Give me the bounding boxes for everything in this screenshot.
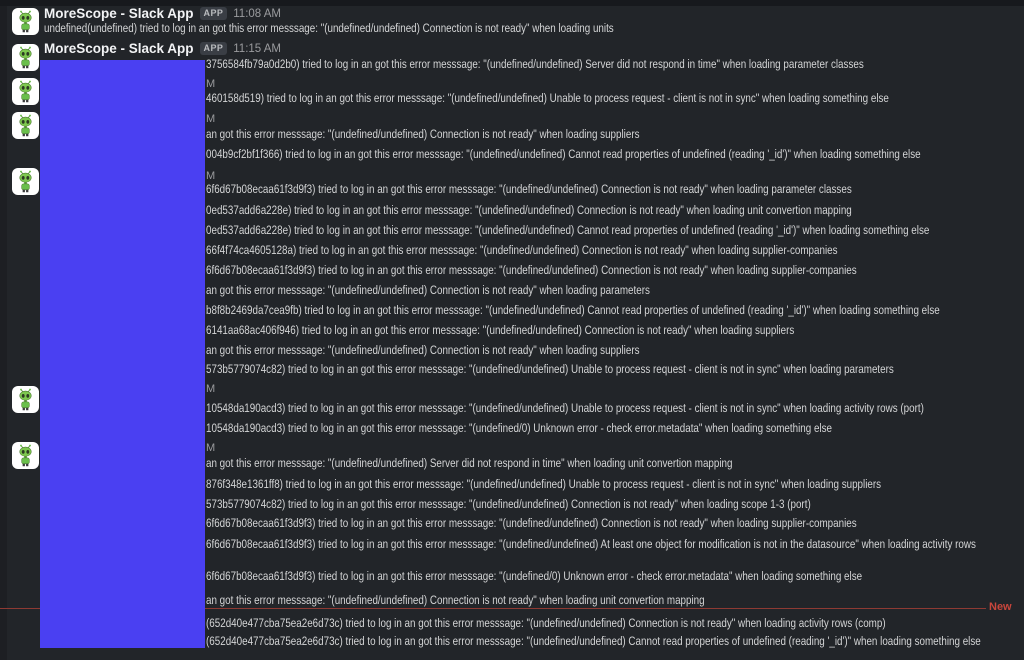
message-line: 876f348e1361ff8) tried to log in an got this error messsage: "(undefined/undefined) Unable to process request - client is not in sync" when loading suppliers: [206, 477, 882, 491]
bot-avatar[interactable]: [12, 112, 39, 139]
message-line: an got this error messsage: "(undefined/undefined) Server did not respond in time" when loading unit convertion mapping: [206, 456, 733, 470]
bot-avatar[interactable]: [12, 8, 39, 35]
timestamp-remnant: M: [206, 78, 216, 90]
message-line: an got this error messsage: "(undefined/undefined) Connection is not ready" when loading suppliers: [206, 127, 640, 141]
message-line: 573b5779074c82) tried to log in an got this error messsage: "(undefined/undefined) Unable to process request - client is not in sync" when loading parameters: [206, 362, 894, 376]
message-line: 6f6d67b08ecaa61f3d9f3) tried to log in an got this error messsage: "(undefined/0) Unknown error - check error.metadata" when loading something else: [206, 569, 863, 583]
message-line: 10548da190acd3) tried to log in an got this error messsage: "(undefined/undefined) Unable to process request - client is not in sync" when loading activity rows (port): [206, 401, 924, 415]
alien-robot-icon: [14, 114, 37, 137]
message-line: 573b5779074c82) tried to log in an got this error messsage: "(undefined/undefined) Connection is not ready" when loading scope 1-3 (port): [206, 497, 811, 511]
pane-left-gutter: [0, 6, 7, 660]
bot-avatar[interactable]: [12, 168, 39, 195]
message-line: 6141aa68ac406f946) tried to log in an got this error messsage: "(undefined/undefined) Connection is not ready" when loading suppliers: [206, 323, 795, 337]
alien-robot-icon: [14, 388, 37, 411]
message-line: 004b9cf2bf1f366) tried to log in an got this error messsage: "(undefined/undefined) Cannot read properties of undefined (reading '_id')" when loading something else: [206, 147, 921, 161]
alien-robot-icon: [14, 170, 37, 193]
timestamp-remnant: M: [206, 170, 216, 182]
message-line: (652d40e477cba75ea2e6d73c) tried to log in an got this error messsage: "(undefined/undefined) Cannot read properties of undefined (reading '_id')" when loading something else: [206, 634, 981, 648]
bot-avatar[interactable]: [12, 386, 39, 413]
alien-robot-icon: [14, 10, 37, 33]
message-line: 0ed537add6a228e) tried to log in an got this error messsage: "(undefined/undefined) Cannot read properties of undefined (reading '_id')" when loading something else: [206, 223, 930, 237]
message-line: 66f4f74ca4605128a) tried to log in an got this error messsage: "(undefined/undefined) Connection is not ready" when loading supplier-companies: [206, 243, 838, 257]
timestamp-remnant: M: [206, 113, 216, 125]
redaction-overlay: [40, 60, 205, 648]
message-line: 6f6d67b08ecaa61f3d9f3) tried to log in an got this error messsage: "(undefined/undefined) Connection is not ready" when loading supplier-companies: [206, 263, 857, 277]
message-line: 6f6d67b08ecaa61f3d9f3) tried to log in an got this error messsage: "(undefined/undefined) Connection is not ready" when loading parameter classes: [206, 182, 852, 196]
timestamp-remnant: M: [206, 383, 216, 395]
message-line: undefined(undefined) tried to log in an got this error messsage: "(undefined/undefined) Connection is not ready" when loading units: [44, 21, 614, 35]
bot-name[interactable]: MoreScope - Slack App: [44, 41, 194, 56]
bot-avatar[interactable]: [12, 78, 39, 105]
message-line: (652d40e477cba75ea2e6d73c) tried to log in an got this error messsage: "(undefined/undefined) Connection is not ready" when loading activity rows (comp): [206, 616, 886, 630]
message-line: 3756584fb79a0d2b0) tried to log in an got this error messsage: "(undefined/undefined) Server did not respond in time" when loading parameter classes: [206, 57, 864, 71]
message-line: an got this error messsage: "(undefined/undefined) Connection is not ready" when loading parameters: [206, 283, 650, 297]
message-line: 6f6d67b08ecaa61f3d9f3) tried to log in an got this error messsage: "(undefined/undefined) At least one object for modification is not in the datasource" when loading activity rows: [206, 537, 976, 551]
timestamp-remnant: M: [206, 442, 216, 454]
alien-robot-icon: [14, 444, 37, 467]
timestamp[interactable]: 11:08 AM: [233, 7, 282, 20]
app-badge: APP: [200, 7, 228, 20]
app-badge: APP: [200, 42, 228, 55]
message-line: 460158d519) tried to log in an got this error messsage: "(undefined/undefined) Unable to process request - client is not in sync" when loading something else: [206, 91, 889, 105]
new-label: New: [989, 601, 1012, 613]
message-line: an got this error messsage: "(undefined/undefined) Connection is not ready" when loading suppliers: [206, 343, 640, 357]
timestamp[interactable]: 11:15 AM: [233, 42, 282, 55]
message-line: an got this error messsage: "(undefined/undefined) Connection is not ready" when loading unit convertion mapping: [206, 593, 705, 607]
message-header: [44, 6, 281, 21]
bot-name[interactable]: MoreScope - Slack App: [44, 6, 194, 21]
bot-avatar[interactable]: [12, 442, 39, 469]
alien-robot-icon: [14, 80, 37, 103]
message-line: 0ed537add6a228e) tried to log in an got this error messsage: "(undefined/undefined) Connection is not ready" when loading unit convertion mapping: [206, 203, 852, 217]
message-line: 6f6d67b08ecaa61f3d9f3) tried to log in an got this error messsage: "(undefined/undefined) Connection is not ready" when loading supplier-companies: [206, 516, 857, 530]
alien-robot-icon: [14, 46, 37, 69]
message-line: b8f8b2469da7cea9fb) tried to log in an got this error messsage: "(undefined/undefined) Cannot read properties of undefined (reading '_id')" when loading something else: [206, 303, 940, 317]
bot-avatar[interactable]: [12, 44, 39, 71]
message-header: [44, 41, 281, 56]
message-line: 10548da190acd3) tried to log in an got this error messsage: "(undefined/0) Unknown error - check error.metadata" when loading something else: [206, 421, 833, 435]
